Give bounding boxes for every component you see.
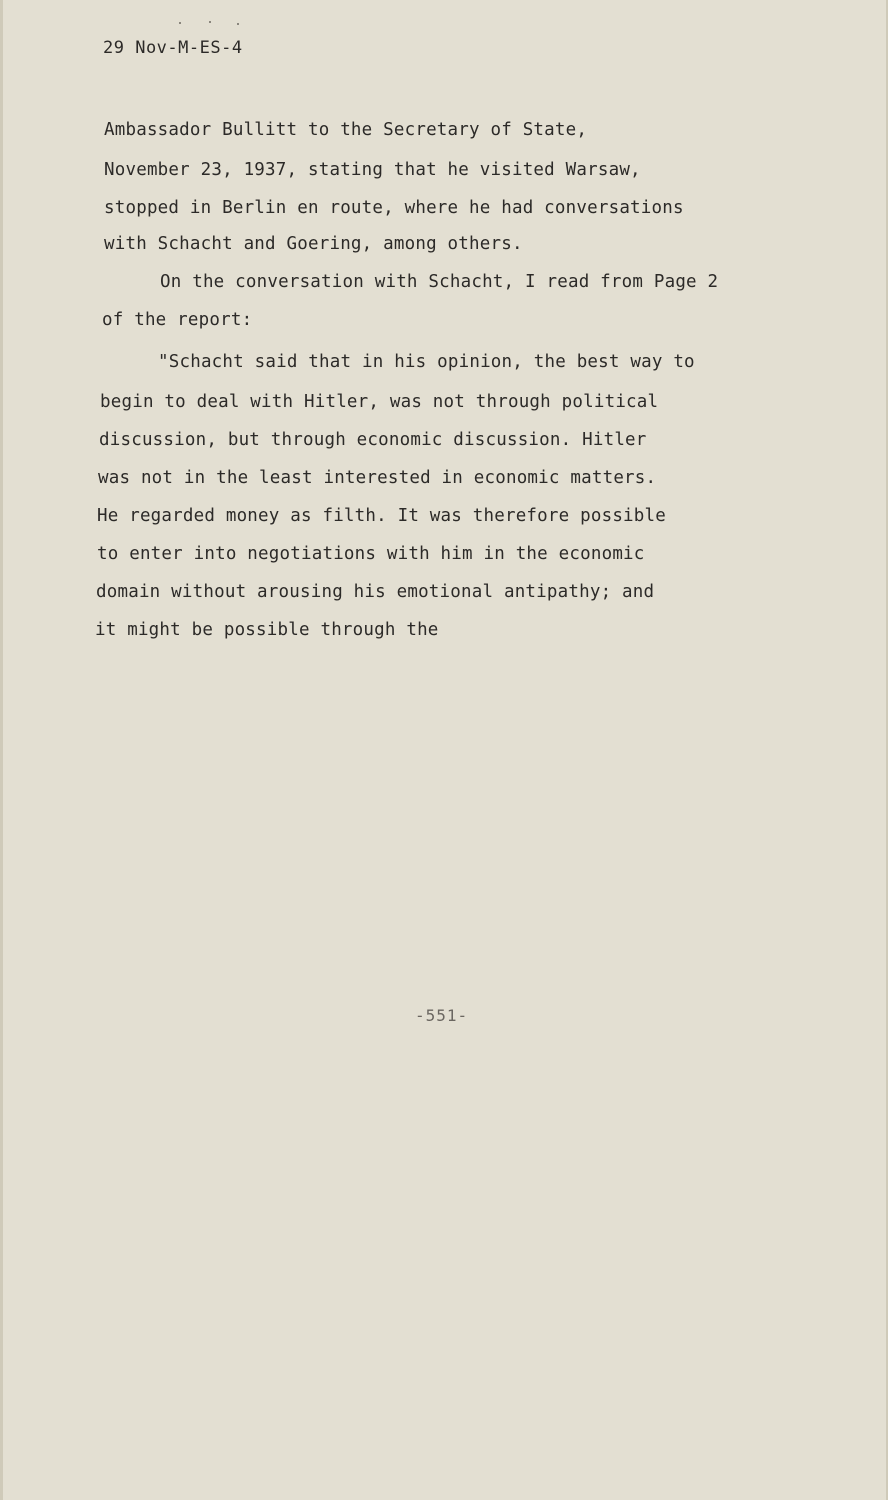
paper-speck — [179, 22, 181, 24]
text-line: discussion, but through economic discussion. Hitler — [99, 430, 647, 450]
text-line: domain without arousing his emotional antipathy; and — [96, 582, 655, 602]
text-line: On the conversation with Schacht, I read from Page 2 — [160, 272, 719, 292]
text-line: was not in the least interested in economic matters. — [98, 468, 657, 488]
text-line: to enter into negotiations with him in the economic — [97, 544, 645, 564]
text-line: begin to deal with Hitler, was not through political — [100, 392, 659, 412]
text-line: He regarded money as filth. It was therefore possible — [97, 506, 667, 526]
text-line: Ambassador Bullitt to the Secretary of State, — [104, 120, 588, 140]
text-line: it might be possible through the — [95, 620, 439, 640]
text-line: "Schacht said that in his opinion, the best way to — [158, 352, 695, 372]
text-line: stopped in Berlin en route, where he had conversations — [104, 198, 684, 218]
text-line: of the report: — [102, 310, 253, 330]
document-code: 29 Nov-M-ES-4 — [103, 38, 243, 58]
paper-speck — [209, 21, 211, 23]
page-number: -551- — [415, 1006, 469, 1025]
text-line: with Schacht and Goering, among others. — [104, 234, 523, 254]
text-line: November 23, 1937, stating that he visited Warsaw, — [104, 160, 641, 180]
paper-speck — [237, 23, 239, 25]
